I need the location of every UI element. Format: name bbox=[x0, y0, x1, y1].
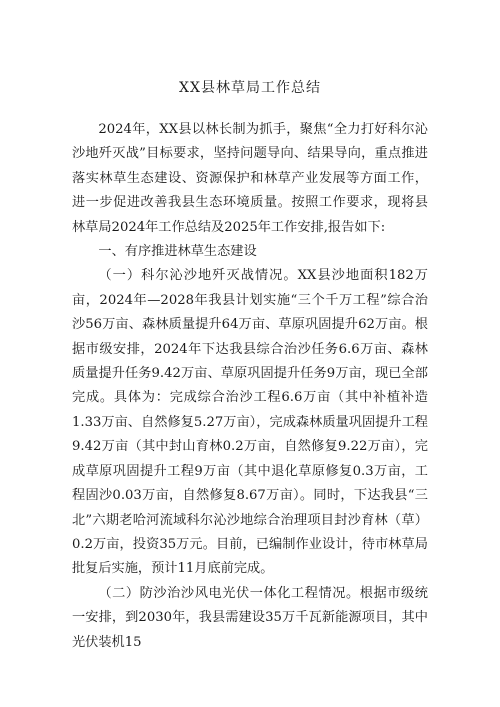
paragraph-wind-solar: （二）防沙治沙风电光伏一体化工程情况。根据市级统一安排，到2030年，我县需建设35万千瓦新能源项目，其中光伏装机15 bbox=[72, 585, 428, 650]
section-heading: 一、有序推进林草生态建设 bbox=[98, 244, 257, 260]
document-body bbox=[72, 118, 428, 655]
document-title: XX县林草局工作总结 bbox=[179, 80, 321, 96]
intro-paragraph: 2024年，XX县以林长制为抓手，聚焦“全力打好科尔沁沙地歼灭战”目标要求，坚持问题导向、结果导向，重点推进落实林草生态建设、资源保护和林草产业发展等方面工作，进一步促进改善我县生态环境质量。按照工作要求，现将县林草局2024年工作总结及2025年工作安排,报告如下: bbox=[72, 122, 428, 235]
paragraph-sandland-battle: （一）科尔沁沙地歼灭战情况。XX县沙地面积182万亩，2024年—2028年我县计划实施“三个千万工程”综合治沙56万亩、森林质量提升64万亩、草原巩固提升62万亩。根据市级安排，2024年下达我县综合治沙任务6.6万亩、森林质量提升任务9.42万亩、草原巩固提升任务9万亩，现已全部完成。具体为：完成综合治沙工程6.6万亩（其中补植补造1.33万亩、自然修复5.27万亩），完成森林质量巩固提升工程9.42万亩（其中封山育林0.2万亩，自然修复9.22万亩），完成草原巩固提升工程9万亩（其中退化草原修复0.3万亩，工程固沙0.03万亩，自然修复8.67万亩）。同时，下达我县“三北”六期老哈河流域科尔沁沙地综合治理项目封沙育林（草）0.2万亩，投资35万元。目前，已编制作业设计，待市林草局批复后实施，预计11月底前完成。 bbox=[72, 268, 428, 577]
